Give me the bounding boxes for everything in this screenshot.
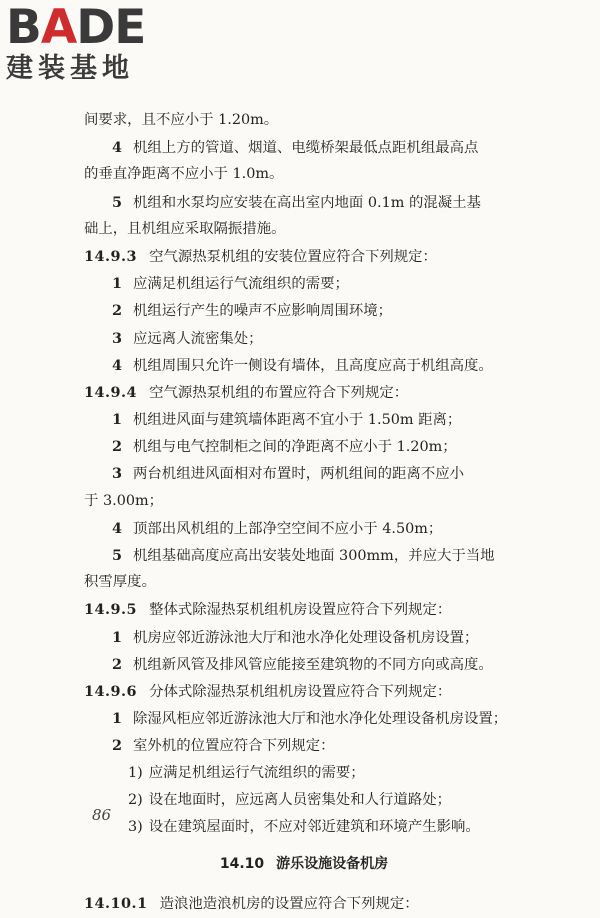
item-text: 间要求，且不应小于 1.20m。: [84, 112, 279, 128]
item-text: 应远离人流密集处；: [133, 330, 263, 347]
item-text: 设在地面时，应远离人员密集处和人行道路处；: [148, 791, 451, 808]
item-number: 5: [112, 547, 123, 564]
page-body: [84, 107, 524, 917]
item-number: 3: [112, 329, 123, 347]
list-item: [84, 134, 524, 161]
list-item: [84, 325, 524, 352]
item-text: 机房应邻近游泳池大厅和池水净化处理设备机房设置；: [133, 629, 479, 646]
item-text: 空气源热泵机组的布置应符合下列规定：: [149, 384, 409, 401]
sub-list-item: [84, 814, 524, 841]
list-item: [84, 297, 524, 324]
list-item: [84, 515, 524, 542]
list-item: [84, 732, 524, 759]
item-number: 14.9.4: [84, 383, 138, 401]
item-text: 空气源热泵机组的安装位置应符合下列规定：: [149, 248, 437, 265]
item-text: 于 3.00m；: [84, 492, 164, 509]
sub-list-item: [84, 760, 524, 787]
clause-line: [84, 678, 524, 705]
item-text: 机组上方的管道、烟道、电缆桥架最低点距机组最高点: [133, 140, 479, 157]
list-item: [84, 705, 524, 732]
item-text: 积雪厚度。: [84, 574, 156, 591]
list-item: [84, 624, 524, 651]
item-text: 机组基础高度应高出安装处地面 300mm，并应大于当地: [133, 548, 495, 564]
item-text: 机组与电气控制柜之间的净距离不应小于 1.20m；: [133, 439, 457, 456]
bade-logo: [6, 0, 176, 84]
item-text: 机组新风管及排风管应能接至建筑物的不同方向或高度。: [133, 656, 493, 673]
clause-line: [84, 596, 524, 623]
item-text: 机组运行产生的噪声不应影响周围环境；: [133, 303, 393, 320]
item-text: 游乐设施设备机房: [276, 856, 389, 873]
item-number: 3): [128, 818, 143, 835]
clause-line: [84, 379, 524, 406]
item-text: 整体式除湿热泵机组机房设置应符合下列规定：: [149, 602, 452, 619]
text-line: [84, 488, 524, 515]
item-number: 14.10.1: [84, 895, 148, 913]
item-number: 14.10: [219, 856, 265, 873]
item-number: 1: [112, 275, 123, 293]
list-item: [84, 189, 524, 216]
item-text: 应满足机组运行气流组织的需要；: [133, 276, 349, 293]
item-text: 应满足机组运行气流组织的需要；: [148, 764, 365, 781]
item-number: 1: [112, 411, 123, 429]
item-number: 1): [128, 764, 143, 781]
item-number: 14.9.6: [84, 682, 138, 700]
text-line: [84, 569, 524, 596]
item-text: 机组进风面与建筑墙体距离不宜小于 1.50m 距离；: [133, 412, 462, 429]
list-item: [84, 433, 524, 460]
logo-wordmark: [6, 0, 176, 55]
list-item: [84, 542, 524, 569]
list-item: [84, 460, 524, 487]
item-text: 两台机组进风面相对布置时，两机组间的距离不应小: [133, 466, 465, 483]
item-text: 机组周围只允许一侧设有墙体，且高度应高于机组高度。: [133, 357, 493, 374]
logo-letter-b: B: [6, 0, 41, 55]
text-line: [84, 107, 524, 134]
item-number: 14.9.5: [84, 601, 138, 619]
clause-line: [84, 243, 524, 270]
logo-letter-a: A: [40, 0, 77, 55]
logo-letter-e: E: [114, 0, 146, 55]
text-line: [84, 216, 524, 243]
item-number: 14.9.3: [84, 247, 138, 265]
item-number: 2: [112, 438, 123, 456]
list-item: [84, 651, 524, 678]
item-text: 机组和水泵均应安装在高出室内地面 0.1m 的混凝土基: [133, 194, 481, 211]
sub-list-item: [84, 787, 524, 814]
item-text: 室外机的位置应符合下列规定：: [133, 738, 335, 755]
item-number: 2): [128, 791, 143, 808]
item-text: 础上，且机组应采取隔振措施。: [84, 220, 286, 237]
item-number: 1: [112, 628, 123, 646]
item-number: 4: [112, 139, 123, 157]
item-number: 2: [112, 655, 123, 673]
item-number: 5: [112, 193, 123, 211]
list-item: [84, 270, 524, 297]
item-text: 设在建筑屋面时，不应对邻近建筑和环境产生影响。: [148, 818, 480, 835]
item-number: 3: [112, 465, 123, 483]
list-item: [84, 352, 524, 379]
item-text: 造浪池造浪机房的设置应符合下列规定：: [159, 896, 419, 913]
clause-line: [84, 890, 524, 917]
item-number: 4: [112, 519, 123, 537]
logo-subtitle: 建装基地: [6, 53, 134, 84]
item-number: 2: [112, 737, 123, 755]
item-text: 除湿风柜应邻近游泳池大厅和池水净化处理设备机房设置；: [133, 711, 508, 728]
item-number: 4: [112, 356, 123, 374]
text-line: [84, 161, 524, 188]
item-number: 2: [112, 302, 123, 320]
page-number: 86: [92, 806, 112, 824]
item-text: 的垂直净距离不应小于 1.0m。: [84, 166, 284, 183]
item-text: 分体式除湿热泵机组机房设置应符合下列规定：: [149, 683, 452, 700]
item-number: 1: [112, 710, 123, 728]
logo-letter-d: D: [76, 0, 115, 55]
item-text: 顶部出风机组的上部净空空间不应小于 4.50m；: [133, 520, 443, 537]
list-item: [84, 406, 524, 433]
section-heading: [84, 851, 524, 878]
